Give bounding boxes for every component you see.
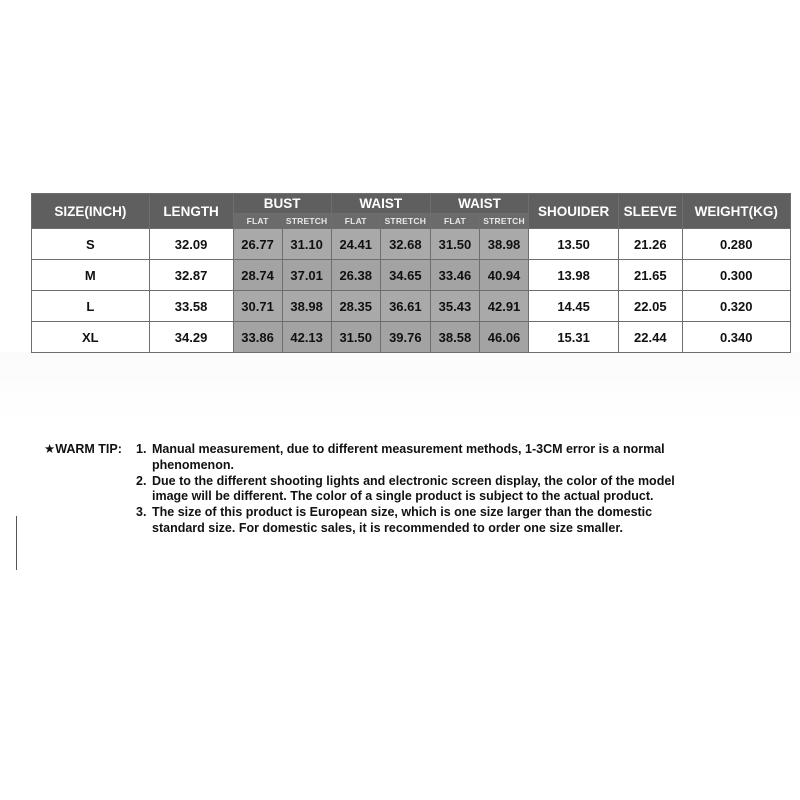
cell-sleeve: 22.05 <box>619 291 682 322</box>
cell-waist-stretch: 39.76 <box>380 322 430 353</box>
cell-waist-flat: 31.50 <box>331 322 380 353</box>
cell-waist2-stretch: 40.94 <box>479 260 528 291</box>
cell-sleeve: 22.44 <box>619 322 682 353</box>
cell-bust-stretch: 38.98 <box>282 291 331 322</box>
subheader-stretch: STRETCH <box>380 213 430 228</box>
cell-waist2-flat: 31.50 <box>430 229 479 260</box>
list-item-text: The size of this product is European size, which is one size larger than the domestic standard size. For domestic sales, it is recommended to order one size smaller. <box>152 505 653 535</box>
header-waist-2: WAIST <box>430 194 528 214</box>
list-item-text: Manual measurement, due to different measurement methods, 1-3CM error is a normal phenomenon. <box>152 442 665 472</box>
header-length: LENGTH <box>149 194 233 229</box>
list-item <box>136 442 696 474</box>
table-row-m <box>32 260 791 291</box>
size-chart-table <box>31 193 791 353</box>
cell-waist2-flat: 35.43 <box>430 291 479 322</box>
cell-waist-stretch: 32.68 <box>380 229 430 260</box>
cell-size: M <box>32 260 150 291</box>
list-item-number: 2. <box>136 473 147 488</box>
table-row-l <box>32 291 791 322</box>
cell-sleeve: 21.65 <box>619 260 682 291</box>
header-shoulder: SHOUIDER <box>529 194 619 229</box>
cell-size: L <box>32 291 150 322</box>
cell-size: XL <box>32 322 150 353</box>
cell-weight: 0.320 <box>682 291 791 322</box>
cell-bust-flat: 33.86 <box>233 322 282 353</box>
cell-waist2-stretch: 38.98 <box>479 229 528 260</box>
cell-bust-flat: 26.77 <box>233 229 282 260</box>
cell-weight: 0.280 <box>682 229 791 260</box>
background-band <box>0 352 800 422</box>
warm-tip-label: ★WARM TIP: <box>44 442 122 456</box>
cell-bust-stretch: 31.10 <box>282 229 331 260</box>
cell-shoulder: 13.50 <box>529 229 619 260</box>
header-weight: WEIGHT(KG) <box>682 194 791 229</box>
warm-tip-list <box>136 442 696 537</box>
cell-bust-stretch: 42.13 <box>282 322 331 353</box>
cell-waist-stretch: 36.61 <box>380 291 430 322</box>
header-bust: BUST <box>233 194 331 214</box>
cell-shoulder: 14.45 <box>529 291 619 322</box>
cell-shoulder: 15.31 <box>529 322 619 353</box>
cell-length: 32.09 <box>149 229 233 260</box>
edge-divider <box>16 516 17 570</box>
list-item-text: Due to the different shooting lights and electronic screen display, the color of the model image will be different. The color of a single product is subject to the actual product. <box>152 473 675 504</box>
cell-size: S <box>32 229 150 260</box>
cell-waist-flat: 26.38 <box>331 260 380 291</box>
list-item-number: 1. <box>136 442 147 456</box>
cell-length: 34.29 <box>149 322 233 353</box>
cell-waist2-flat: 38.58 <box>430 322 479 353</box>
cell-length: 33.58 <box>149 291 233 322</box>
list-item-number: 3. <box>136 505 147 520</box>
subheader-stretch: STRETCH <box>282 213 331 228</box>
cell-bust-flat: 28.74 <box>233 260 282 291</box>
list-item <box>136 474 696 506</box>
table-row-s <box>32 229 791 260</box>
cell-waist2-stretch: 42.91 <box>479 291 528 322</box>
cell-bust-flat: 30.71 <box>233 291 282 322</box>
cell-waist-flat: 28.35 <box>331 291 380 322</box>
cell-weight: 0.300 <box>682 260 791 291</box>
header-waist: WAIST <box>331 194 430 214</box>
cell-waist-stretch: 34.65 <box>380 260 430 291</box>
subheader-stretch: STRETCH <box>479 213 528 228</box>
cell-bust-stretch: 37.01 <box>282 260 331 291</box>
table-row-xl <box>32 322 791 353</box>
header-sleeve: SLEEVE <box>619 194 682 229</box>
cell-shoulder: 13.98 <box>529 260 619 291</box>
cell-waist-flat: 24.41 <box>331 229 380 260</box>
subheader-flat: FLAT <box>233 213 282 228</box>
subheader-flat: FLAT <box>430 213 479 228</box>
cell-weight: 0.340 <box>682 322 791 353</box>
header-size: SIZE(INCH) <box>32 194 150 229</box>
cell-length: 32.87 <box>149 260 233 291</box>
cell-waist2-stretch: 46.06 <box>479 322 528 353</box>
subheader-flat: FLAT <box>331 213 380 228</box>
cell-sleeve: 21.26 <box>619 229 682 260</box>
cell-waist2-flat: 33.46 <box>430 260 479 291</box>
list-item <box>136 505 696 537</box>
